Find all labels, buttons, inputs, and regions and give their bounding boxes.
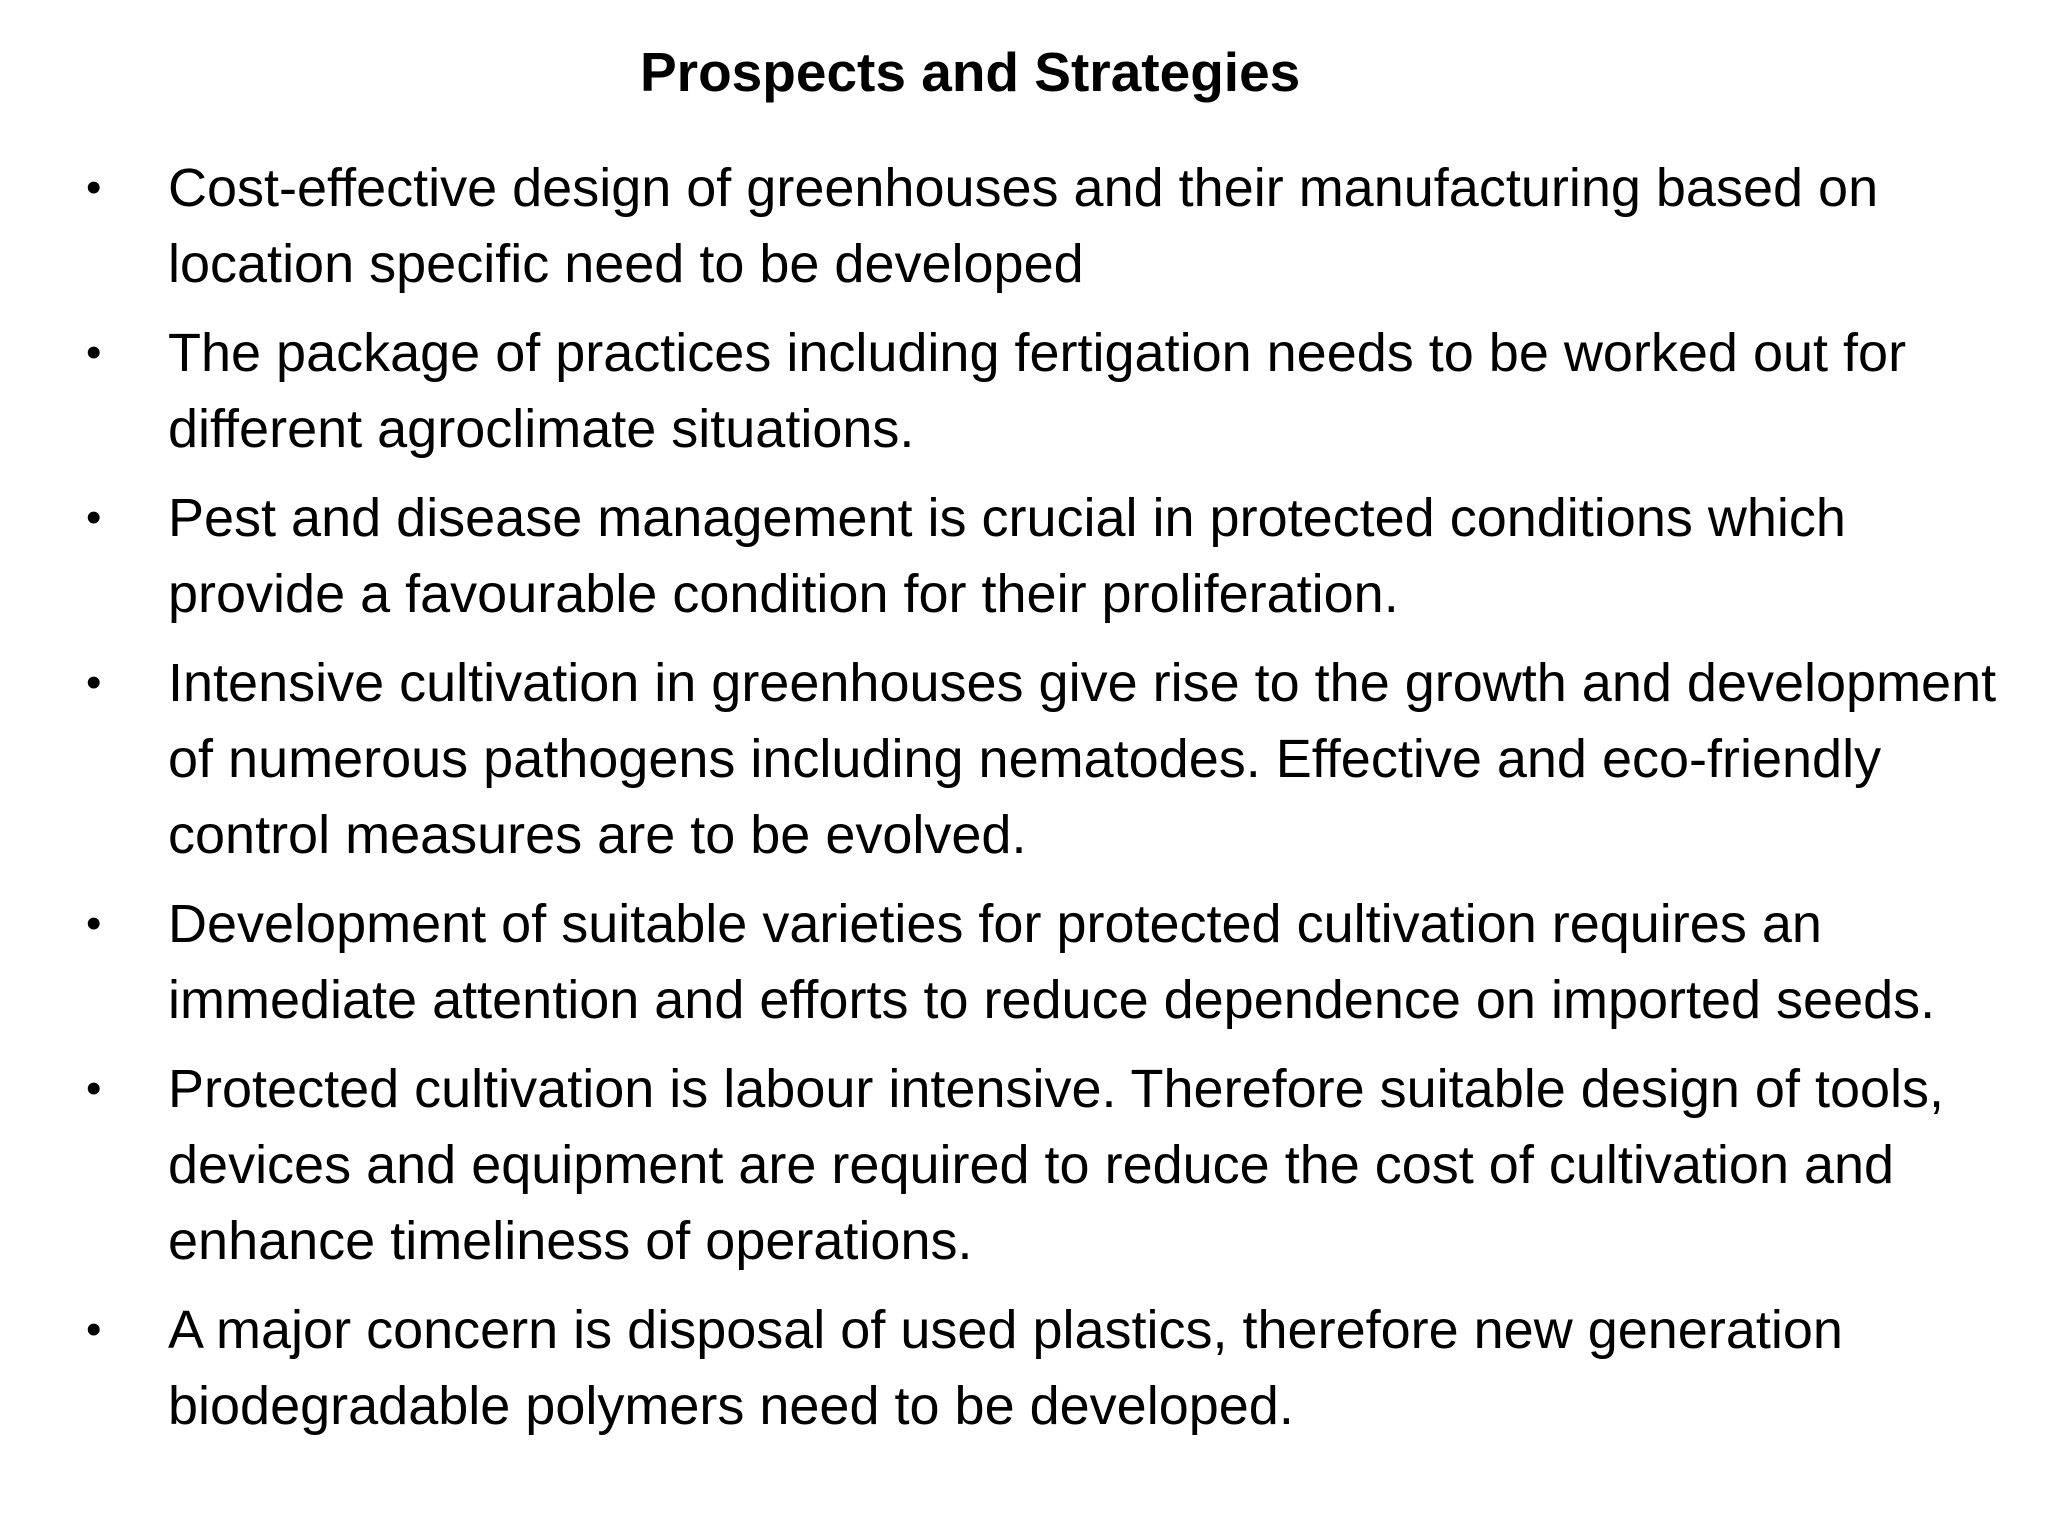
bullet-dot-icon: • [86, 328, 102, 377]
bullet-item [0, 1051, 2048, 1279]
bullet-item [0, 150, 2048, 302]
bullet-list [0, 150, 2048, 1457]
bullet-text: A major concern is disposal of used plastics, therefore new generation biodegradable polymers need to be developed. [168, 1300, 1843, 1436]
bullet-text: Pest and disease management is crucial in protected conditions which provide a favourable condition for their proliferation. [168, 488, 1846, 624]
bullet-item [0, 886, 2048, 1038]
bullet-item [0, 1292, 2048, 1444]
bullet-dot-icon: • [86, 899, 102, 948]
bullet-item [0, 480, 2048, 632]
bullet-text: Development of suitable varieties for protected cultivation requires an immediate attention and efforts to reduce dependence on imported seeds. [168, 894, 1936, 1030]
bullet-text: Cost-effective design of greenhouses and their manufacturing based on location specific need to be developed [168, 158, 1879, 294]
bullet-text: The package of practices including fertigation needs to be worked out for different agroclimate situations. [168, 323, 1907, 459]
bullet-dot-icon: • [86, 1305, 102, 1354]
bullet-item [0, 645, 2048, 873]
bullet-text: Protected cultivation is labour intensive. Therefore suitable design of tools, devices and equipment are required to reduce the cost of cultivation and enhance timeliness of operations. [168, 1059, 1945, 1271]
bullet-dot-icon: • [86, 163, 102, 212]
bullet-text: Intensive cultivation in greenhouses give rise to the growth and development of numerous pathogens including nematodes. Effective and eco-friendly control measures are to be evolved. [168, 653, 1997, 865]
bullet-dot-icon: • [86, 1064, 102, 1113]
bullet-dot-icon: • [86, 493, 102, 542]
bullet-item [0, 315, 2048, 467]
slide-title: Prospects and Strategies [640, 41, 1301, 103]
bullet-dot-icon: • [86, 658, 102, 707]
